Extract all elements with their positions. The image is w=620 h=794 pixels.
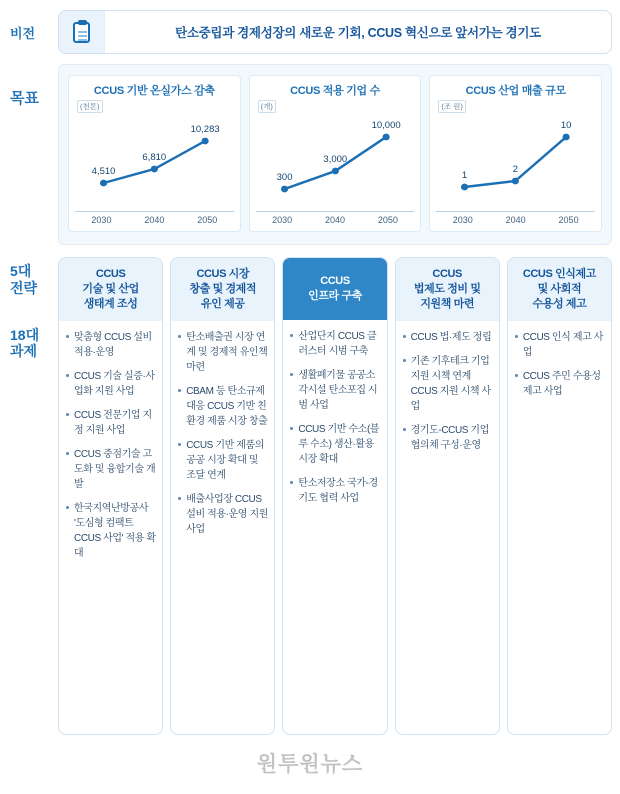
strategy-section (0, 247, 620, 741)
list-item: CCUS 주민 수용성 제고 사업 (515, 369, 605, 399)
strategy-column-3[interactable] (282, 257, 387, 735)
header-line: CCUS 인식제고 (522, 268, 596, 280)
goals-row (0, 60, 620, 247)
header-line: 및 사회적 (537, 282, 582, 295)
axis-tick: 2030 (91, 215, 112, 225)
goal-value-label: 1 (462, 170, 468, 180)
axis-tick: 2050 (558, 215, 579, 225)
list-item: 탄소배출권 시장 연계 및 경제적 유인책 마련 (178, 330, 268, 375)
header-line: 인프라 구축 (308, 290, 362, 302)
goals-panel (58, 64, 612, 245)
axis-tick: 2040 (505, 215, 526, 225)
watermark: 원투원뉴스 (256, 753, 364, 776)
goal-card (249, 75, 422, 232)
goal-value-label: 300 (276, 172, 293, 182)
vision-box (58, 10, 612, 54)
goal-value-label: 10 (561, 120, 572, 130)
list-item: 맞춤형 CCUS 설비 적용·운영 (66, 330, 156, 360)
goal-chart (436, 115, 595, 211)
list-item: 탄소저장소 국가-경기도 협력 사업 (290, 476, 380, 506)
vision-statement: 탄소중립과 경제성장의 새로운 기회, CCUS 혁신으로 앞서가는 경기도 (175, 26, 541, 40)
header-line: CCUS 시장 (196, 268, 250, 280)
goal-card (429, 75, 602, 232)
strategy-column-5[interactable] (507, 257, 612, 735)
vision-row (0, 0, 620, 60)
goal-value-label: 10,000 (371, 120, 401, 130)
list-item: CBAM 등 탄소규제 대응 CCUS 기반 친환경 제품 시장 창출 (178, 384, 268, 429)
goal-axis (75, 211, 234, 225)
list-item: CCUS 전문기업 지정 지원 사업 (66, 408, 156, 438)
goal-value-label: 4,510 (91, 166, 116, 176)
header-line: CCUS (320, 275, 350, 288)
axis-tick: 2040 (144, 215, 165, 225)
strategy-columns (58, 257, 612, 735)
task-list (283, 320, 386, 734)
goal-axis (436, 211, 595, 225)
header-line: CCUS (95, 268, 126, 280)
goal-value-label: 10,283 (190, 124, 220, 134)
header-line: 지원책 마련 (420, 297, 475, 310)
strategy-column-2[interactable] (170, 257, 275, 735)
strategy-column-4[interactable] (395, 257, 500, 735)
strategy-column-header (59, 258, 162, 321)
axis-tick: 2050 (377, 215, 398, 225)
header-line: 유인 제공 (201, 297, 245, 310)
vision-label: 비전 (10, 25, 36, 41)
label-line: 전략 (10, 279, 38, 296)
header-line: 법제도 정비 및 (413, 282, 481, 295)
label-line: 18대 (10, 326, 40, 343)
goal-unit: (조 원) (438, 100, 466, 113)
task-list (171, 321, 274, 734)
line-chart-svg (75, 115, 234, 211)
list-item: CCUS 법·제도 정립 (403, 330, 493, 345)
header-line: 기술 및 산업 (82, 282, 139, 295)
list-item: CCUS 기술 실증·사업화 지원 사업 (66, 369, 156, 399)
goal-title: CCUS 산업 매출 규모 (465, 85, 566, 97)
goal-chart (256, 115, 415, 211)
task-list (59, 321, 162, 734)
list-item: 배출사업장 CCUS 설비 적용·운영 지원 사업 (178, 492, 268, 537)
axis-tick: 2040 (324, 215, 346, 225)
goal-value-label: 3,000 (323, 154, 347, 164)
strategy-column-header (171, 258, 274, 321)
goal-unit: (천톤) (77, 100, 103, 113)
strategy-column-header (508, 258, 611, 321)
strategy-column-1[interactable] (58, 257, 163, 735)
label-eighteen-tasks (10, 327, 58, 361)
line-chart-svg (256, 115, 415, 211)
list-item: CCUS 기반 수소(블루 수소) 생산·활용 시장 확대 (290, 422, 380, 467)
strategy-row-labels (10, 257, 58, 360)
header-line: 창출 및 경제적 (189, 282, 257, 295)
label-line: 과제 (10, 343, 38, 360)
task-list (396, 321, 499, 734)
strategy-column-header (396, 258, 499, 321)
label-five-strategies (10, 263, 58, 297)
axis-tick: 2030 (272, 215, 293, 225)
axis-tick: 2030 (452, 215, 473, 225)
list-item: 경기도-CCUS 기업협의체 구성·운영 (403, 423, 493, 453)
list-item: CCUS 중점기술 고도화 및 융합기술 개발 (66, 447, 156, 492)
label-line: 5대 (10, 263, 32, 279)
list-item: 생활폐기물 공공소각시설 탄소포집 시범 사업 (290, 368, 380, 413)
list-item: 한국지역난방공사 '도심형 컴팩트 CCUS 사업' 적용 확대 (66, 501, 156, 561)
goal-value-label: 2 (513, 164, 519, 174)
goals-label: 목표 (10, 90, 39, 107)
goal-title: CCUS 적용 기업 수 (290, 85, 380, 97)
header-line: CCUS (432, 268, 462, 280)
header-line: 수용성 제고 (532, 297, 587, 310)
strategy-column-header-highlighted (283, 258, 386, 320)
goal-axis (256, 211, 415, 225)
list-item: CCUS 기반 제품의 공공 시장 확대 및 조달 연계 (178, 438, 268, 483)
header-line: 생태계 조성 (83, 297, 138, 310)
goal-unit: (개) (258, 100, 276, 113)
task-list (508, 321, 611, 734)
list-item: 기존 기후테크 기업 지원 시책 연계 CCUS 지원 시책 사업 (403, 354, 493, 414)
goal-card (68, 75, 241, 232)
list-item: CCUS 인식 제고 사업 (515, 330, 605, 360)
line-chart-svg (436, 115, 595, 211)
goal-title: CCUS 기반 온실가스 감축 (93, 85, 215, 97)
list-item: 산업단지 CCUS 클러스터 시범 구축 (290, 329, 380, 359)
clipboard-icon (59, 11, 105, 53)
goal-chart (75, 115, 234, 211)
goal-value-label: 6,810 (142, 152, 167, 162)
axis-tick: 2050 (197, 215, 218, 225)
